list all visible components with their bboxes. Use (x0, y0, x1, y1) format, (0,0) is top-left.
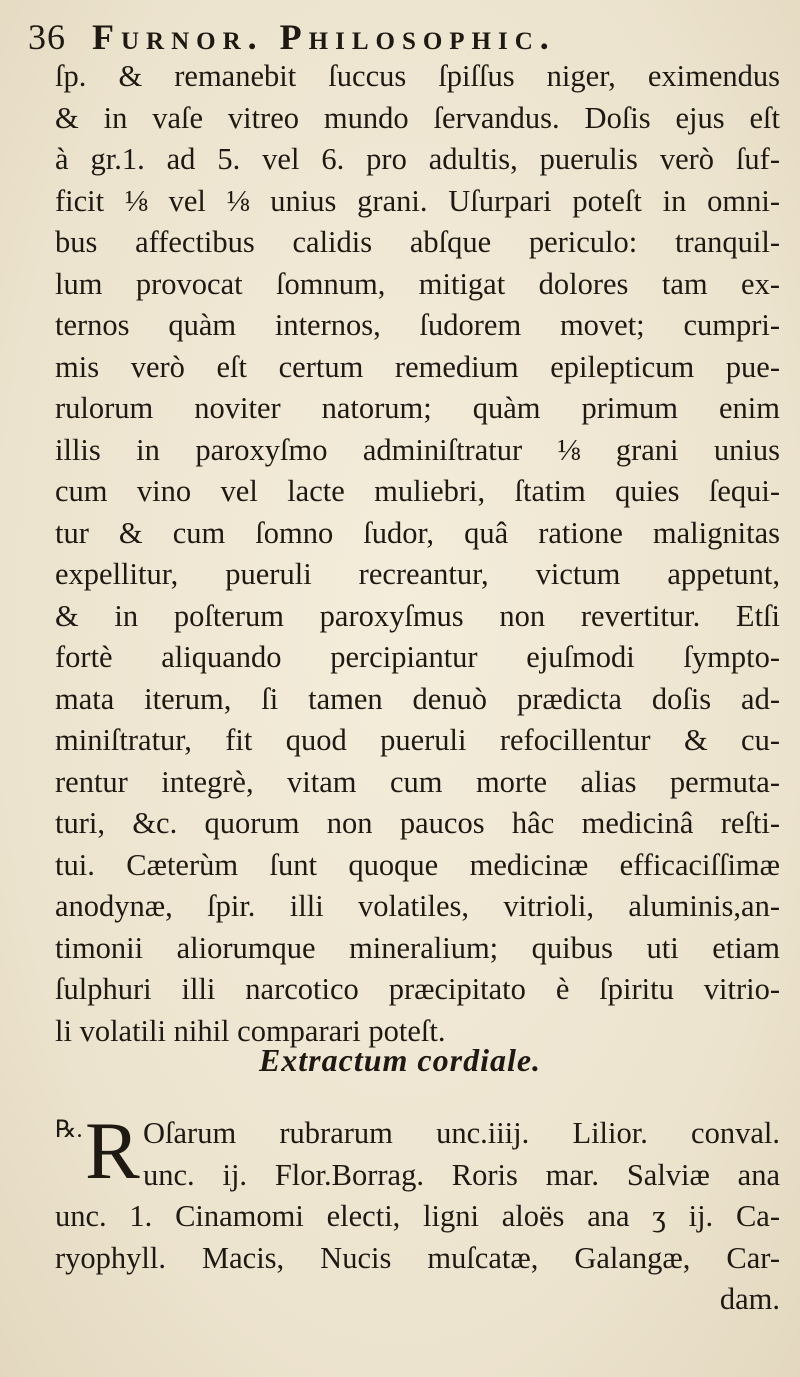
text-line: à gr.1. ad 5. vel 6. pro adultis, puerulis verò ſuf- (55, 142, 780, 176)
section-title: Extractum cordiale. (258, 1042, 542, 1078)
text-line: fortè aliquando percipiantur ejuſmodi ſympto- (55, 640, 780, 674)
text-line: rentur integrè, vitam cum morte alias permuta- (55, 764, 780, 799)
text-line: li volatili nihil comparari poteſt. (55, 1013, 446, 1048)
recipe-line: unc. 1. Cinamomi electi, ligni aloës ana ʒ ij. Ca- (55, 1199, 780, 1233)
recipe-line: unc. ij. Flor.Borrag. Roris mar. Salviæ ana (143, 1157, 780, 1192)
text-line: tur & cum ſomno ſudor, quâ ratione malignitas (55, 515, 780, 550)
recipe-line: Oſarum rubrarum unc.iiij. Lilior. conval. (143, 1116, 780, 1150)
running-head: Furnor. Philosophic. (92, 17, 556, 57)
text-line: anodynæ, ſpir. illi volatiles, vitrioli, aluminis,an- (55, 889, 780, 923)
text-line: ficit ⅛ vel ⅛ unius grani. Uſurpari poteſt in omni- (55, 183, 780, 218)
text-line: illis in paroxyſmo adminiſtratur ⅛ grani unius (55, 432, 780, 467)
text-line: tui. Cæterùm ſunt quoque medicinæ efficaciſſimæ (55, 847, 780, 882)
text-line: & in vaſe vitreo mundo ſervandus. Doſis ejus eſt (55, 100, 780, 135)
text-line: timonii aliorumque mineralium; quibus uti etiam (55, 930, 780, 965)
text-line: mis verò eſt certum remedium epilepticum pue- (55, 349, 780, 384)
page-number: 36 (28, 17, 66, 57)
recipe-block (55, 1105, 780, 1321)
page-header (28, 16, 788, 60)
text-line: ternos quàm internos, ſudorem movet; cumpri- (55, 308, 780, 342)
text-line: bus affectibus calidis abſque periculo: tranquil- (55, 225, 780, 259)
text-line: miniſtratur, fit quod pueruli refocillentur & cu- (55, 723, 780, 757)
recipe-line: ryophyll. Macis, Nucis muſcatæ, Galangæ, Car- (55, 1240, 780, 1275)
text-line: & in poſterum paroxyſmus non revertitur. Etſi (55, 598, 780, 633)
recipe-sign: ℞. (55, 1117, 83, 1143)
text-line: ſp. & remanebit ſuccus ſpiſſus niger, eximendus (55, 59, 780, 93)
text-line: rulorum noviter natorum; quàm primum enim (55, 391, 780, 425)
recipe-line: dam. (719, 1282, 780, 1316)
text-line: mata iterum, ſi tamen denuò prædicta doſis ad- (55, 681, 780, 716)
drop-cap: R (85, 1105, 140, 1196)
body-text (55, 56, 780, 1052)
text-line: lum provocat ſomnum, mitigat dolores tam ex- (55, 266, 780, 301)
text-line: turi, &c. quorum non paucos hâc medicinâ reſti- (55, 806, 780, 840)
text-line: ſulphuri illi narcotico præcipitato è ſpiritu vitrio- (55, 972, 780, 1006)
text-line: cum vino vel lacte muliebri, ſtatim quies ſequi- (55, 474, 780, 508)
text-line: expellitur, pueruli recreantur, victum appetunt, (55, 557, 780, 591)
